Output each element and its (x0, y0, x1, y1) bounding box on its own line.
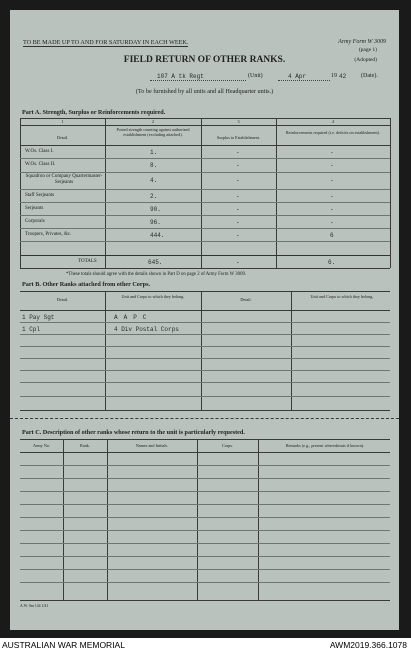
part-b-col-detail-1: Detail. (56, 297, 69, 302)
totals-surplus: - (236, 259, 240, 266)
row-reinforcements: - (330, 206, 334, 213)
year-prefix: 19 (331, 73, 337, 79)
col-number-2: 2 (151, 119, 155, 124)
part-c-col-remarks: Remarks (e.g., present whereabouts if known). (285, 443, 365, 448)
row-posted: 444. (150, 232, 165, 239)
row-surplus: - (236, 177, 240, 184)
attached-unit: 4 Div Postal Corps (114, 326, 179, 333)
attached-detail: 1 Pay Sgt (22, 314, 55, 321)
col-number-1: 1 (61, 119, 64, 124)
row-surplus: - (236, 219, 240, 226)
row-detail: W.Os. Class II. (25, 162, 56, 167)
attached-unit: A A P C (114, 314, 148, 321)
row-posted: 96. (150, 219, 161, 226)
made-up-instruction: TO BE MADE UP TO AND FOR SATURDAY IN EACH WEEK. (23, 39, 189, 46)
row-surplus: - (236, 162, 240, 169)
army-form-number: Army Form W 3009 (338, 39, 386, 45)
unit-value: 107 A tk Regt (157, 73, 204, 80)
row-detail: Serjeants (25, 206, 44, 211)
row-surplus: - (236, 149, 240, 156)
furnished-instruction: (To be furnished by all units and all Headquarter units.) (135, 88, 274, 95)
row-posted: 8. (150, 162, 158, 169)
page-number: (page 1) (358, 47, 377, 53)
row-reinforcements: - (330, 219, 334, 226)
row-reinforcements: 6 (330, 232, 334, 239)
army-form-sheet (10, 10, 399, 630)
row-surplus: - (236, 232, 240, 239)
part-c-heading: Part C. Description of other ranks whose return to the unit is particularly requested. (22, 429, 245, 436)
totals-reinforcements: 6. (328, 259, 336, 266)
part-c-col-rank: Rank. (80, 443, 90, 448)
archive-name: AUSTRALIAN WAR MEMORIAL (2, 640, 125, 650)
archive-footer (0, 638, 411, 653)
col-header-reinforcements: Reinforcements required (i.e. deficits on establishment). (285, 130, 381, 135)
row-detail: W.Os. Class I. (25, 149, 54, 154)
part-a-footnote: *These totals should agree with the details shown in Part D on page 2 of Army Form W 3009. (66, 272, 247, 277)
attached-detail: 1 Cpl (22, 326, 41, 333)
part-b-heading: Part B. Other Ranks attached from other Corps. (22, 281, 151, 288)
unit-label: (Unit) (248, 73, 263, 79)
row-detail: Staff Serjeants (25, 193, 55, 198)
row-reinforcements: - (330, 149, 334, 156)
part-c-col-names: Names and Initials. (135, 443, 169, 448)
row-reinforcements: - (330, 162, 334, 169)
totals-posted: 645. (148, 259, 163, 266)
part-b-col-unit-1: Unit and Corps to which they belong. (121, 294, 185, 299)
year-value: 42 (339, 73, 347, 80)
print-code: A.W. Sm 144 1/41 (20, 604, 49, 608)
col-header-detail: Detail. (56, 135, 69, 140)
part-c-col-corps: Corps. (221, 443, 234, 448)
row-posted: 90. (150, 206, 161, 213)
part-b-col-detail-2: Detail. (240, 297, 252, 302)
row-posted: 2. (150, 193, 158, 200)
col-header-posted: Posted strength counting against authorized establishment (excluding attached). (116, 127, 190, 137)
archive-reference: AWM2019.366.1078 (329, 640, 407, 650)
row-reinforcements: - (330, 193, 334, 200)
part-a-heading: Part A. Strength, Surplus or Reinforcements required. (22, 109, 166, 116)
date-label: (Date). (361, 73, 378, 79)
form-title: FIELD RETURN OF OTHER RANKS. (123, 55, 286, 65)
row-posted: 4. (150, 177, 158, 184)
row-surplus: - (236, 193, 240, 200)
part-c-col-army-no: Army No. (33, 443, 50, 448)
row-reinforcements: - (330, 177, 334, 184)
part-b-col-unit-2: Unit and Corps to which they belong. (310, 294, 374, 299)
col-header-surplus: Surplus to Establishment. (217, 135, 260, 140)
row-surplus: - (236, 206, 240, 213)
col-number-3: 3 (237, 119, 240, 124)
row-detail: Troopers, Privates, &c. (25, 232, 72, 237)
totals-label: TOTALS (78, 259, 97, 264)
row-posted: 1. (150, 149, 158, 156)
col-number-4: 4 (331, 119, 335, 124)
row-detail: Corporals (25, 219, 45, 224)
row-detail: Squadron or Company Quartermaster-Serjeants (25, 174, 103, 185)
date-value: 4 Apr (288, 73, 307, 80)
adopted-note: (Adopted) (354, 57, 377, 63)
tear-line (10, 418, 399, 419)
